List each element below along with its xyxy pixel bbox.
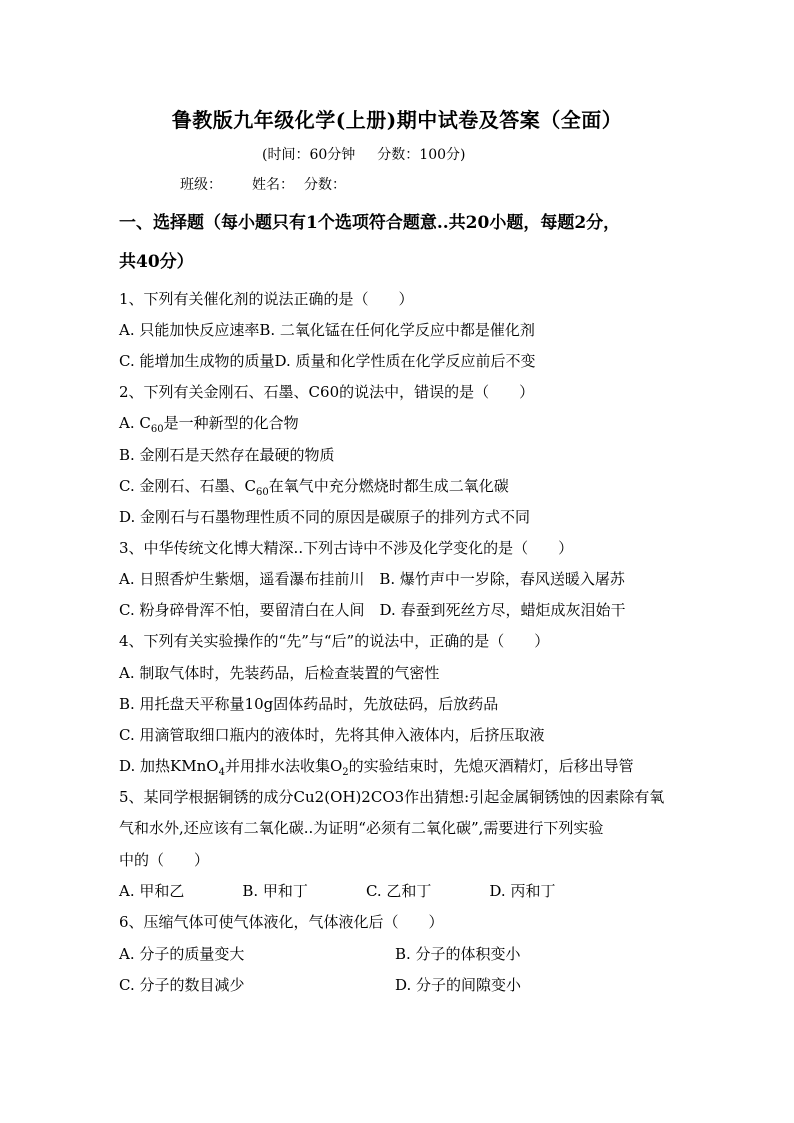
q5-options [119, 880, 555, 902]
q4-option-d-pre: D. 加热KMnO [119, 757, 219, 775]
q2-option-c [119, 475, 509, 497]
q5-option-d: D. 丙和丁 [489, 882, 556, 900]
q6-option-c: C. 分子的数目减少 [119, 976, 245, 994]
section-title-line1: 一、选择题（每小题只有1个选项符合题意..共20小题，每题2分， [119, 213, 621, 233]
q2-option-a [119, 412, 299, 434]
q4-option-d [119, 755, 634, 777]
q4-option-c: C. 用滴管取细口瓶内的液体时，先将其伸入液体内，后挤压取液 [119, 726, 545, 744]
q1-options-cd: C. 能增加生成物的质量D. 质量和化学性质在化学反应前后不变 [119, 352, 536, 370]
score-info: 分数：100分) [377, 147, 466, 163]
q6-option-b: B. 分子的体积变小 [395, 945, 521, 963]
q2-option-c-post: 在氧气中充分燃烧时都生成二氧化碳 [268, 477, 509, 495]
q4-option-b: B. 用托盘天平称量10g固体药品时，先放砝码，后放药品 [119, 695, 499, 713]
page-title: 鲁教版九年级化学(上册)期中试卷及答案（全面） [171, 108, 623, 132]
time-info: (时间：60分钟 [262, 147, 356, 163]
q4-option-d-mid: 并用排水法收集O [224, 757, 343, 775]
q4-option-d-sub1: 4 [218, 767, 225, 778]
q4-option-a: A. 制取气体时，先装药品，后检查装置的气密性 [119, 664, 440, 682]
q2-option-a-pre: A. C [119, 414, 151, 432]
score-label: 分数： [304, 177, 346, 193]
q5-stem-line1: 5、某同学根据铜锈的成分Cu2(OH)2CO3作出猜想:引起金属铜锈蚀的因素除有氧 [119, 788, 665, 806]
q6-option-a: A. 分子的质量变大 [119, 945, 245, 963]
student-info [180, 174, 376, 194]
q2-option-c-sub: 60 [255, 487, 269, 498]
q2-option-a-sub: 60 [150, 424, 164, 435]
q1-options-ab: A. 只能加快反应速率B. 二氧化锰在任何化学反应中都是催化剂 [119, 321, 535, 339]
q2-option-d: D. 金刚石与石墨物理性质不同的原因是碳原子的排列方式不同 [119, 508, 531, 526]
q5-option-c: C. 乙和丁 [365, 882, 432, 900]
q3-options-cd: C. 粉身碎骨浑不怕，要留清白在人间 D. 春蚕到死丝方尽，蜡炬成灰泪始干 [119, 601, 626, 619]
q6-stem: 6、压缩气体可使气体液化，气体液化后（ ） [119, 913, 444, 931]
q5-stem-line3: 中的（ ） [119, 851, 210, 869]
q6-option-d: D. 分子的间隙变小 [395, 976, 522, 994]
q3-options-ab: A. 日照香炉生紫烟，遥看瀑布挂前川 B. 爆竹声中一岁除，春风送暖入屠苏 [119, 570, 625, 588]
section-title-line2: 共40分） [119, 252, 194, 272]
q2-option-b: B. 金刚石是天然存在最硬的物质 [119, 446, 335, 464]
q4-option-d-sub2: 2 [342, 767, 349, 778]
q1-stem: 1、下列有关催化剂的说法正确的是（ ） [119, 290, 414, 308]
q5-option-a: A. 甲和乙 [119, 882, 185, 900]
q5-option-b: B. 甲和丁 [242, 882, 308, 900]
q3-stem: 3、中华传统文化博大精深..下列古诗中不涉及化学变化的是（ ） [119, 539, 574, 557]
class-label: 班级： [180, 177, 222, 193]
q2-option-a-post: 是一种新型的化合物 [163, 414, 299, 432]
q5-stem-line2: 气和水外,还应该有二氧化碳..为证明“必须有二氧化碳”,需要进行下列实验 [119, 819, 604, 837]
q2-option-c-pre: C. 金刚石、石墨、C [119, 477, 256, 495]
q2-stem: 2、下列有关金刚石、石墨、C60的说法中，错误的是（ ） [119, 383, 535, 401]
exam-time-score [262, 144, 487, 164]
name-label: 姓名： [252, 177, 294, 193]
q4-option-d-post: 的实验结束时，先熄灭酒精灯，后移出导管 [348, 757, 634, 775]
q4-stem: 4、下列有关实验操作的“先”与“后”的说法中，正确的是（ ） [119, 632, 550, 650]
